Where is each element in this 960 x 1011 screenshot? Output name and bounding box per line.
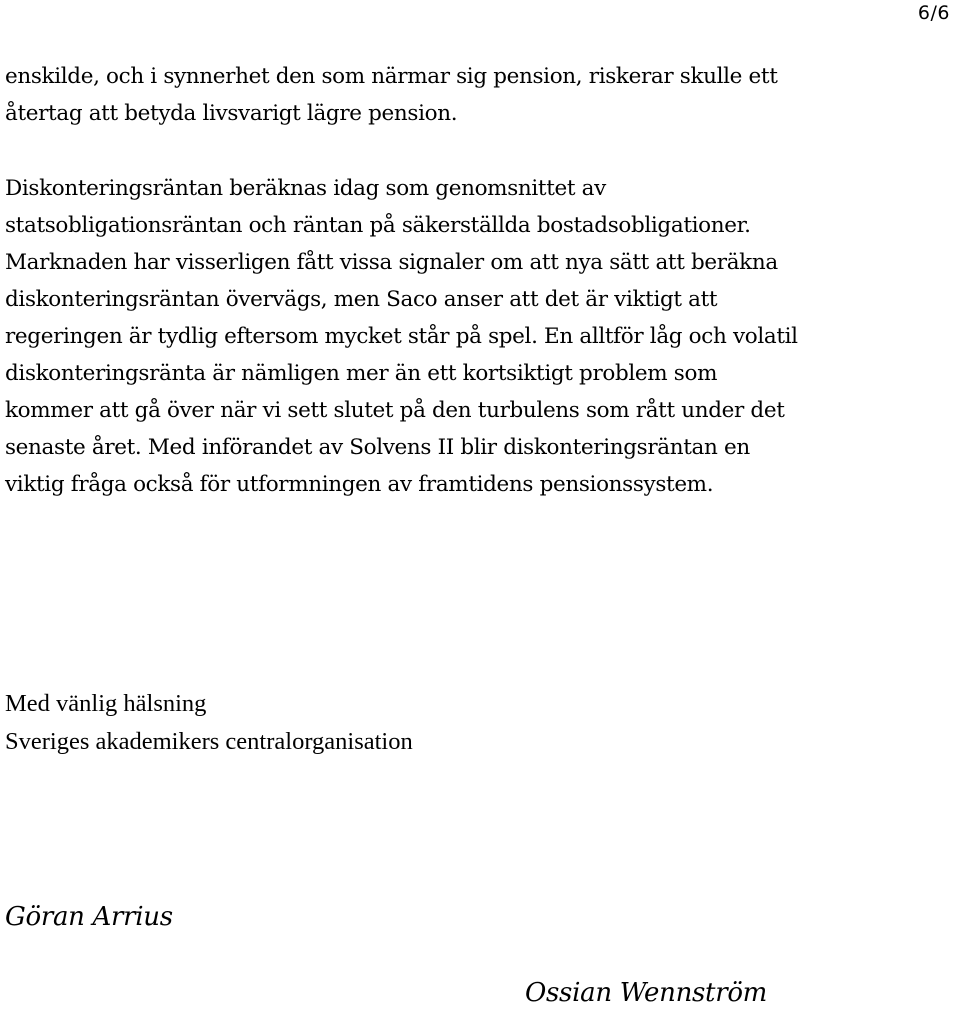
signatory-name: Göran Arrius bbox=[5, 902, 173, 932]
paragraph-line: enskilde, och i synnerhet den som närmar sig pension, riskerar skulle ett bbox=[5, 64, 778, 89]
paragraph-line: Marknaden har visserligen fått vissa signaler om att nya sätt att beräkna bbox=[5, 250, 778, 275]
paragraph-line: diskonteringsräntan övervägs, men Saco anser att det är viktigt att bbox=[5, 287, 718, 312]
paragraph-line: viktig fråga också för utformningen av framtidens pensionssystem. bbox=[5, 472, 714, 497]
paragraph-line: kommer att gå över när vi sett slutet på den turbulens som rått under det bbox=[5, 398, 785, 423]
paragraph-2 bbox=[5, 170, 960, 503]
closing-block bbox=[5, 685, 413, 761]
paragraph-line: regeringen är tydlig eftersom mycket står på spel. En alltför låg och volatil bbox=[5, 324, 798, 349]
signatory-name: Ossian Wennström bbox=[525, 978, 768, 1008]
paragraph-line: diskonteringsränta är nämligen mer än ett kortsiktigt problem som bbox=[5, 361, 718, 386]
paragraph-line: senaste året. Med införandet av Solvens II blir diskonteringsräntan en bbox=[5, 435, 750, 460]
closing-greeting: Med vänlig hälsning bbox=[5, 690, 207, 717]
paragraph-line: Diskonteringsräntan beräknas idag som genomsnittet av bbox=[5, 176, 606, 201]
paragraph-1 bbox=[5, 58, 960, 132]
paragraph-line: återtag att betyda livsvarigt lägre pension. bbox=[5, 101, 458, 126]
paragraph-line: statsobligationsräntan och räntan på säkerställda bostadsobligationer. bbox=[5, 213, 751, 238]
closing-organisation: Sveriges akademikers centralorganisation bbox=[5, 728, 413, 755]
page-number: 6/6 bbox=[917, 2, 950, 24]
